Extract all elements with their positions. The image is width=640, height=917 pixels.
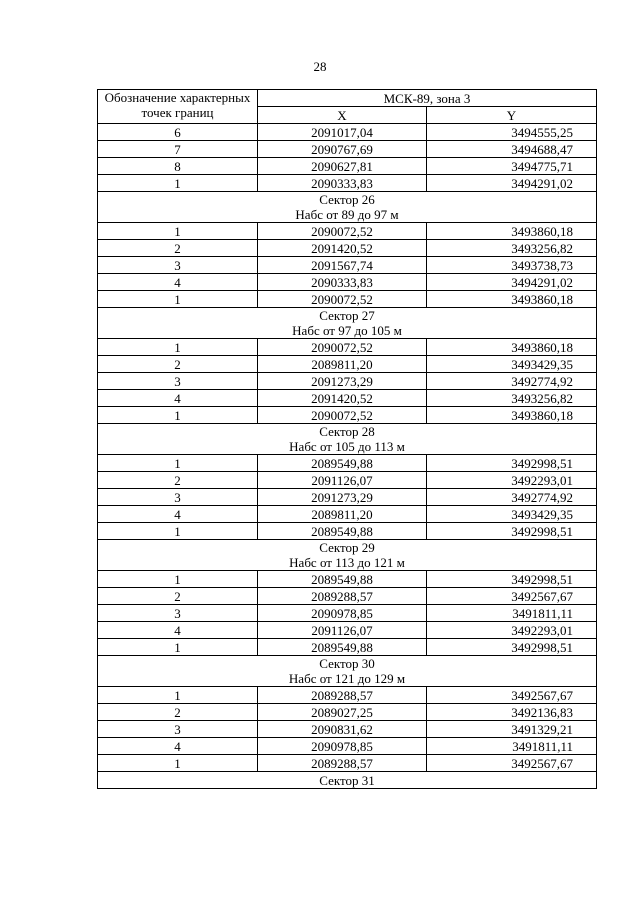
table-row [98,339,597,356]
x-coordinate-cell: 2089811,20 [258,506,427,523]
x-coordinate-cell: 2090978,85 [258,738,427,755]
point-number-cell: 1 [98,639,258,656]
y-coordinate-cell: 3494291,02 [427,175,597,192]
sector-header-row [98,308,597,339]
y-coordinate-cell: 3491811,11 [427,605,597,622]
sector-altitude-range: Набс от 121 до 129 м [288,671,406,686]
x-coordinate-cell: 2089027,25 [258,704,427,721]
table-row [98,755,597,772]
x-coordinate-cell: 2091126,07 [258,472,427,489]
y-coordinate-cell: 3491329,21 [427,721,597,738]
point-number-cell: 3 [98,257,258,274]
y-coordinate-cell: 3492998,51 [427,455,597,472]
sector-header [98,772,597,789]
sector-title: Сектор 26 [319,192,375,207]
sector-header-row [98,424,597,455]
y-coordinate-cell: 3493256,82 [427,390,597,407]
point-number-cell: 1 [98,291,258,308]
point-number-cell: 1 [98,755,258,772]
table-row [98,571,597,588]
x-coordinate-cell: 2089549,88 [258,455,427,472]
point-number-cell: 2 [98,704,258,721]
y-coordinate-cell: 3493860,18 [427,223,597,240]
table-row [98,373,597,390]
table-row [98,175,597,192]
sector-altitude-range: Набс от 97 до 105 м [292,323,402,338]
point-number-cell: 1 [98,687,258,704]
point-number-cell: 1 [98,223,258,240]
y-coordinate-cell: 3493860,18 [427,407,597,424]
x-coordinate-cell: 2091017,04 [258,124,427,141]
y-coordinate-cell: 3492998,51 [427,523,597,540]
y-coordinate-cell: 3494291,02 [427,274,597,291]
sector-header [98,308,597,339]
y-coordinate-cell: 3493860,18 [427,291,597,308]
x-coordinate-cell: 2091273,29 [258,373,427,390]
y-coordinate-cell: 3492293,01 [427,622,597,639]
y-coordinate-cell: 3494688,47 [427,141,597,158]
y-coordinate-cell: 3492998,51 [427,571,597,588]
point-number-cell: 4 [98,738,258,755]
table-row [98,390,597,407]
table-row [98,291,597,308]
coordinates-table [97,89,597,789]
x-coordinate-cell: 2091420,52 [258,240,427,257]
point-number-cell: 4 [98,274,258,291]
table-row [98,274,597,291]
point-number-cell: 6 [98,124,258,141]
table-row [98,124,597,141]
sector-header-row [98,192,597,223]
x-coordinate-cell: 2091567,74 [258,257,427,274]
point-number-cell: 1 [98,455,258,472]
point-number-cell: 1 [98,571,258,588]
header-coordinate-system: МСК-89, зона 3 [258,90,597,107]
x-coordinate-cell: 2089288,57 [258,755,427,772]
sector-title: Сектор 30 [319,656,375,671]
sector-header-row [98,540,597,571]
header-x: X [258,107,427,124]
table-row [98,141,597,158]
y-coordinate-cell: 3492567,67 [427,588,597,605]
sector-header [98,656,597,687]
point-number-cell: 7 [98,141,258,158]
x-coordinate-cell: 2090072,52 [258,339,427,356]
sector-header [98,540,597,571]
sector-altitude-range: Набс от 105 до 113 м [289,439,405,454]
table-row [98,455,597,472]
sector-altitude-range: Набс от 89 до 97 м [295,207,399,222]
point-number-cell: 2 [98,588,258,605]
y-coordinate-cell: 3492293,01 [427,472,597,489]
table-row [98,721,597,738]
point-number-cell: 2 [98,472,258,489]
table-row [98,257,597,274]
point-number-cell: 4 [98,390,258,407]
table-row [98,489,597,506]
table-body [98,124,597,789]
x-coordinate-cell: 2090333,83 [258,175,427,192]
x-coordinate-cell: 2090072,52 [258,407,427,424]
sector-header [98,192,597,223]
x-coordinate-cell: 2090767,69 [258,141,427,158]
sector-title: Сектор 28 [319,424,375,439]
table-row [98,639,597,656]
point-number-cell: 1 [98,523,258,540]
x-coordinate-cell: 2089288,57 [258,687,427,704]
x-coordinate-cell: 2089288,57 [258,588,427,605]
x-coordinate-cell: 2090072,52 [258,223,427,240]
table-row [98,240,597,257]
header-y: Y [427,107,597,124]
point-number-cell: 8 [98,158,258,175]
point-number-cell: 4 [98,506,258,523]
y-coordinate-cell: 3493429,35 [427,506,597,523]
table-row [98,622,597,639]
table-row [98,605,597,622]
x-coordinate-cell: 2089811,20 [258,356,427,373]
x-coordinate-cell: 2089549,88 [258,639,427,656]
y-coordinate-cell: 3492774,92 [427,489,597,506]
x-coordinate-cell: 2091126,07 [258,622,427,639]
point-number-cell: 1 [98,407,258,424]
x-coordinate-cell: 2089549,88 [258,523,427,540]
y-coordinate-cell: 3492136,83 [427,704,597,721]
table-row [98,472,597,489]
point-number-cell: 3 [98,489,258,506]
y-coordinate-cell: 3493429,35 [427,356,597,373]
x-coordinate-cell: 2091420,52 [258,390,427,407]
y-coordinate-cell: 3492998,51 [427,639,597,656]
sector-header-row [98,656,597,687]
table-row [98,704,597,721]
point-number-cell: 3 [98,721,258,738]
sector-header [98,424,597,455]
y-coordinate-cell: 3492774,92 [427,373,597,390]
table-row [98,407,597,424]
page-number: 28 [313,59,327,74]
table-row [98,687,597,704]
x-coordinate-cell: 2091273,29 [258,489,427,506]
y-coordinate-cell: 3494775,71 [427,158,597,175]
sector-header-row [98,772,597,789]
sector-altitude-range: Набс от 113 до 121 м [289,555,405,570]
point-number-cell: 1 [98,339,258,356]
point-number-cell: 3 [98,605,258,622]
sector-title: Сектор 27 [319,308,375,323]
table-row [98,356,597,373]
point-number-cell: 3 [98,373,258,390]
table-row [98,506,597,523]
y-coordinate-cell: 3492567,67 [427,687,597,704]
x-coordinate-cell: 2090831,62 [258,721,427,738]
table-row [98,738,597,755]
point-number-cell: 2 [98,356,258,373]
point-number-cell: 1 [98,175,258,192]
sector-title: Сектор 29 [319,540,375,555]
table-row [98,158,597,175]
point-number-cell: 4 [98,622,258,639]
y-coordinate-cell: 3494555,25 [427,124,597,141]
x-coordinate-cell: 2090072,52 [258,291,427,308]
x-coordinate-cell: 2090978,85 [258,605,427,622]
x-coordinate-cell: 2090627,81 [258,158,427,175]
x-coordinate-cell: 2089549,88 [258,571,427,588]
y-coordinate-cell: 3491811,11 [427,738,597,755]
x-coordinate-cell: 2090333,83 [258,274,427,291]
y-coordinate-cell: 3493860,18 [427,339,597,356]
y-coordinate-cell: 3493256,82 [427,240,597,257]
point-number-cell: 2 [98,240,258,257]
sector-title: Сектор 31 [319,772,375,788]
table-row [98,223,597,240]
y-coordinate-cell: 3492567,67 [427,755,597,772]
y-coordinate-cell: 3493738,73 [427,257,597,274]
header-point-designation: Обозначение характерных точек границ [98,90,258,124]
table-row [98,523,597,540]
table-row [98,588,597,605]
